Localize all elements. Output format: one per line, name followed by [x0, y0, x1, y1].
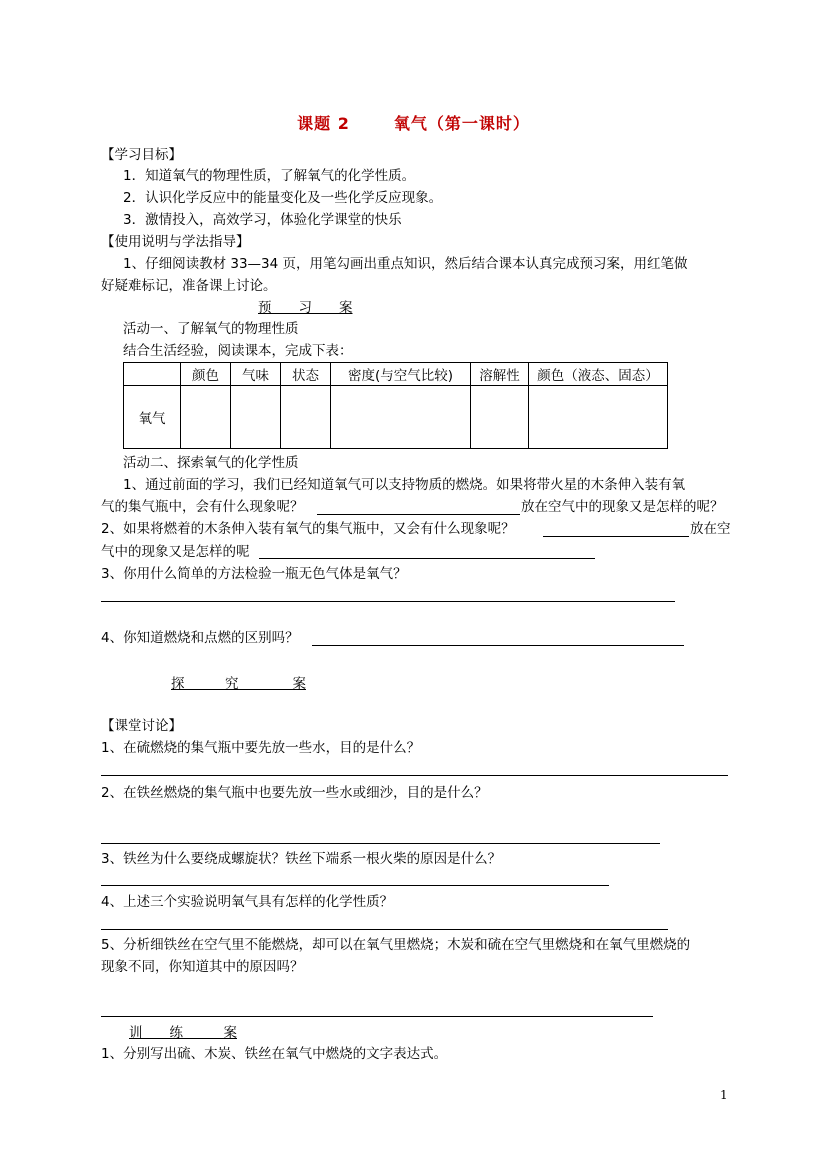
explore-q1: 1、在硫燃烧的集气瓶中要先放一些水，目的是什么？ [101, 740, 421, 756]
training-heading: 训 练 案 [129, 1025, 237, 1041]
answer-line[interactable] [101, 885, 609, 886]
table-header-cell: 密度(与空气比较) [331, 363, 471, 386]
page-number: 1 [720, 1088, 728, 1102]
preview-q2-line-1a: 2、如果将燃着的木条伸入装有氧气的集气瓶中，又会有什么现象呢？ [101, 521, 515, 537]
preview-q1-line-2b: 放在空气中的现象又是怎样的呢？ [521, 499, 724, 515]
title-lesson: 课题 2 [297, 114, 350, 133]
instructions-line-1: 1、仔细阅读教材 33—34 页，用笔勾画出重点知识，然后结合课本认真完成预习案，用红笔做 [123, 256, 688, 272]
oxygen-properties-table [123, 362, 668, 449]
answer-line[interactable] [317, 514, 520, 515]
answer-line[interactable] [101, 929, 668, 930]
explore-q4: 4、上述三个实验说明氧气具有怎样的化学性质？ [101, 894, 394, 910]
explore-q3: 3、铁丝为什么要绕成螺旋状？铁丝下端系一根火柴的原因是什么？ [101, 851, 502, 867]
preview-q3: 3、你用什么简单的方法检验一瓶无色气体是氧气？ [101, 566, 407, 582]
instructions-line-2: 好疑难标记，准备课上讨论。 [101, 278, 277, 294]
table-cell [529, 386, 668, 449]
training-q1: 1、分别写出硫、木炭、铁丝在氧气中燃烧的文字表达式。 [101, 1046, 448, 1062]
objective-3: 3．激情投入，高效学习，体验化学课堂的快乐 [123, 212, 402, 228]
preview-q4: 4、你知道燃烧和点燃的区别吗？ [101, 630, 299, 646]
table-corner-cell [124, 363, 181, 386]
table-row [124, 386, 668, 449]
preview-q2-line-1b: 放在空 [690, 521, 731, 537]
answer-line[interactable] [543, 536, 689, 537]
objectives-heading: 【学习目标】 [101, 147, 182, 163]
instructions-heading: 【使用说明与学法指导】 [101, 234, 250, 250]
preview-q1-line-2a: 气的集气瓶中，会有什么现象呢？ [101, 499, 304, 515]
table-header-cell: 气味 [231, 363, 281, 386]
explore-q2: 2、在铁丝燃烧的集气瓶中也要先放一些水或细沙，目的是什么？ [101, 785, 488, 801]
answer-line[interactable] [101, 775, 728, 776]
table-cell [471, 386, 529, 449]
answer-line[interactable] [312, 645, 684, 646]
table-header-cell: 颜色（液态、固态） [529, 363, 668, 386]
activity-2-heading: 活动二、探索氧气的化学性质 [123, 455, 299, 471]
answer-line[interactable] [101, 1016, 653, 1017]
table-cell [281, 386, 331, 449]
table-cell [231, 386, 281, 449]
discussion-heading: 【课堂讨论】 [101, 718, 182, 734]
objective-1: 1．知道氧气的物理性质，了解氧气的化学性质。 [123, 168, 416, 184]
explore-q5-line-1: 5、分析细铁丝在空气里不能燃烧，却可以在氧气里燃烧；木炭和硫在空气里燃烧和在氧气里燃烧的 [101, 937, 691, 953]
table-cell [331, 386, 471, 449]
answer-line[interactable] [101, 843, 660, 844]
objective-2: 2．认识化学反应中的能量变化及一些化学反应现象。 [123, 190, 443, 206]
table-row-label: 氧气 [124, 386, 181, 449]
table-header-cell: 溶解性 [471, 363, 529, 386]
table-cell [181, 386, 231, 449]
table-header-cell: 状态 [281, 363, 331, 386]
table-header-row [124, 363, 668, 386]
answer-line[interactable] [101, 601, 675, 602]
preview-q1-line-1: 1、通过前面的学习，我们已经知道氧气可以支持物质的燃烧。如果将带火星的木条伸入装有氧 [123, 477, 686, 493]
table-intro: 结合生活经验，阅读课本，完成下表： [123, 343, 353, 359]
explore-q5-line-2: 现象不同，你知道其中的原因吗？ [101, 959, 304, 975]
title-topic: 氧气（第一课时） [393, 114, 530, 133]
answer-line[interactable] [259, 558, 595, 559]
preview-heading: 预 习 案 [258, 300, 353, 316]
page-title [0, 111, 827, 134]
table-header-cell: 颜色 [181, 363, 231, 386]
explore-heading: 探 究 案 [171, 676, 306, 692]
activity-1-heading: 活动一、了解氧气的物理性质 [123, 321, 299, 337]
preview-q2-line-2: 气中的现象又是怎样的呢 [101, 544, 250, 560]
